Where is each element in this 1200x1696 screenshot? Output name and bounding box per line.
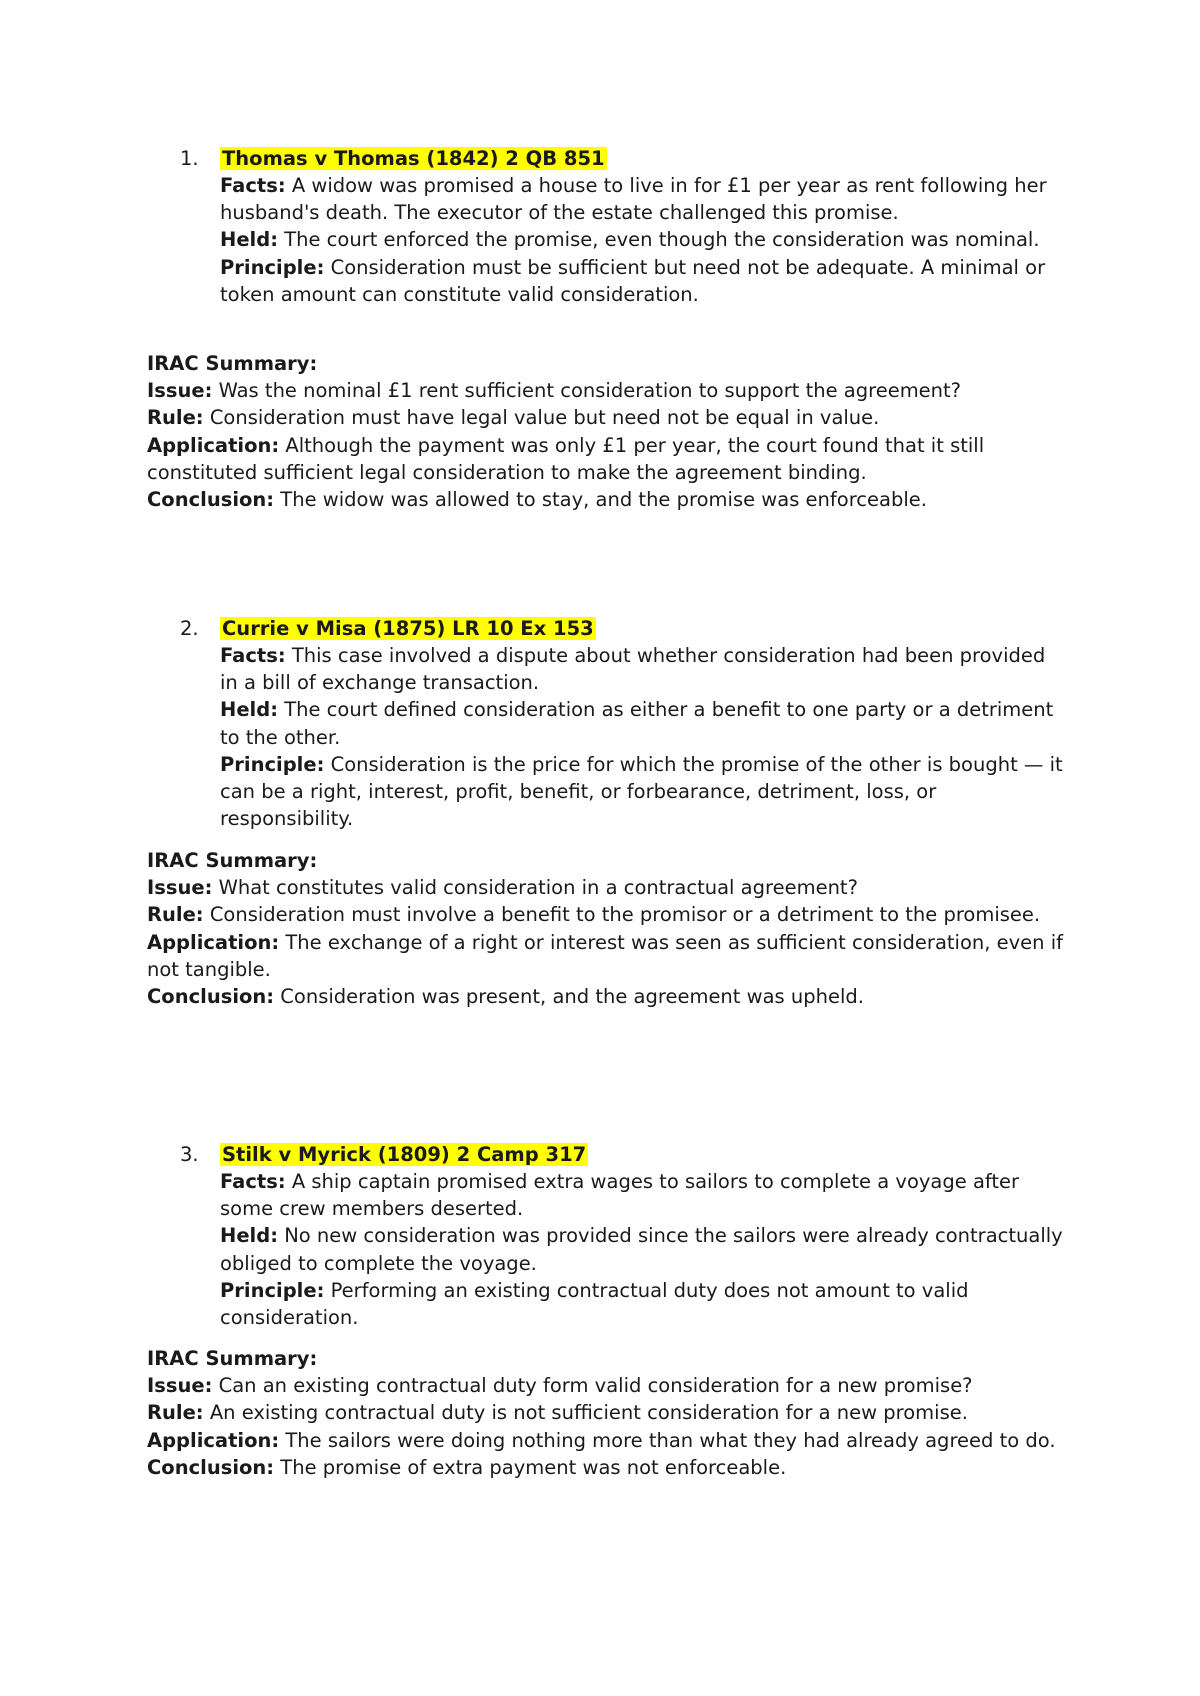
case-held: Held: No new consideration was provided since the sailors were already contractually obliged to complete the voyage. <box>220 1224 1063 1275</box>
irac-application: Application: Although the payment was only £1 per year, the court found that it still constituted sufficient legal consideration to make the agreement binding. <box>147 433 985 484</box>
case-title: Currie v Misa (1875) LR 10 Ex 153 <box>222 617 594 640</box>
case-2 <box>147 615 1067 832</box>
irac-rule: Rule: Consideration must have legal value but need not be equal in value. <box>147 406 880 430</box>
irac-summary-2 <box>147 847 1067 1010</box>
case-facts: Facts: A ship captain promised extra wages to sailors to complete a voyage after some crew members deserted. <box>220 1170 1020 1221</box>
irac-heading: IRAC Summary: <box>147 352 318 375</box>
irac-issue: Issue: Can an existing contractual duty form valid consideration for a new promise? <box>147 1374 973 1398</box>
irac-conclusion: Conclusion: The promise of extra payment was not enforceable. <box>147 1455 787 1479</box>
irac-conclusion: Conclusion: The widow was allowed to stay, and the promise was enforceable. <box>147 488 927 512</box>
case-principle: Principle: Performing an existing contractual duty does not amount to valid consideration. <box>220 1278 969 1330</box>
case-title: Thomas v Thomas (1842) 2 QB 851 <box>222 147 605 170</box>
case-3 <box>147 1141 1067 1331</box>
case-held: Held: The court enforced the promise, even though the consideration was nominal. <box>220 228 1040 252</box>
irac-application: Application: The exchange of a right or interest was seen as sufficient consideration, even if not tangible. <box>147 930 1064 981</box>
case-number: 3. <box>180 1143 199 1166</box>
irac-summary-1 <box>147 350 1067 513</box>
irac-heading: IRAC Summary: <box>147 849 318 872</box>
case-number: 2. <box>180 617 199 640</box>
irac-issue: Issue: Was the nominal £1 rent sufficient consideration to support the agreement? <box>147 379 962 403</box>
case-title: Stilk v Myrick (1809) 2 Camp 317 <box>222 1143 587 1166</box>
irac-conclusion: Conclusion: Consideration was present, and the agreement was upheld. <box>147 985 864 1009</box>
case-held: Held: The court defined consideration as either a benefit to one party or a detriment to the other. <box>220 698 1054 749</box>
case-principle: Principle: Consideration is the price for which the promise of the other is bought — it can be a right, interest, profit, benefit, or forbearance, detriment, loss, or responsibility. <box>220 752 1063 831</box>
case-1 <box>147 145 1067 308</box>
irac-rule: Rule: An existing contractual duty is not sufficient consideration for a new promise. <box>147 1401 968 1425</box>
irac-rule: Rule: Consideration must involve a benefit to the promisor or a detriment to the promisee. <box>147 903 1041 927</box>
irac-heading: IRAC Summary: <box>147 1347 318 1370</box>
case-facts: Facts: A widow was promised a house to live in for £1 per year as rent following her husband's death. The executor of the estate challenged this promise. <box>220 174 1047 225</box>
case-number: 1. <box>180 147 199 170</box>
irac-issue: Issue: What constitutes valid consideration in a contractual agreement? <box>147 876 858 900</box>
case-facts: Facts: This case involved a dispute about whether consideration had been provided in a bill of exchange transaction. <box>220 644 1046 695</box>
irac-application: Application: The sailors were doing nothing more than what they had already agreed to do. <box>147 1428 1056 1452</box>
irac-summary-3 <box>147 1345 1067 1481</box>
case-principle: Principle: Consideration must be sufficient but need not be adequate. A minimal or token amount can constitute valid consideration. <box>220 255 1046 306</box>
